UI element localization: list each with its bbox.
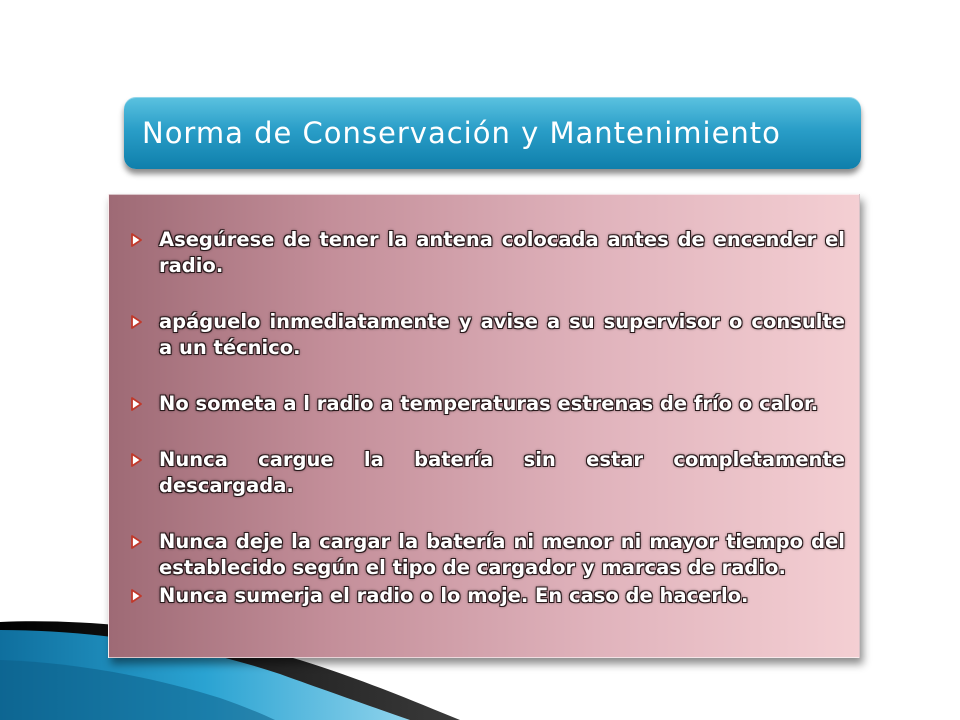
bullet-text: Nunca sumerja el radio o lo moje. En caso de hacerlo. [159,584,749,607]
bullet-text: apáguelo inmediatamente y avise a su supervisor o consulte a un técnico. [159,310,845,359]
arrowhead-bullet-icon [129,589,143,603]
arrowhead-bullet-icon [129,315,143,329]
arrowhead-bullet-icon [129,535,143,549]
bullet-text: No someta a l radio a temperaturas estrenas de frío o calor. [159,392,819,415]
bullet-text: Asegúrese de tener la antena colocada antes de encender el radio. [159,228,845,277]
list-item [129,529,845,581]
bullet-text: Nunca deje la cargar la batería ni menor ni mayor tiempo del establecido según el tipo de cargador y marcas de radio. [159,530,845,579]
list-item [129,227,845,279]
list-item [129,583,845,609]
bullet-text: Nunca cargue la batería sin estar completamente descargada. [159,448,845,497]
slide-title: Norma de Conservación y Mantenimiento [142,116,781,150]
list-item [129,447,845,499]
bullet-list [129,227,845,609]
arrowhead-bullet-icon [129,397,143,411]
arrowhead-bullet-icon [129,453,143,467]
content-box [108,194,860,658]
list-item [129,309,845,361]
list-item [129,391,845,417]
title-bar [124,97,861,169]
arrowhead-bullet-icon [129,233,143,247]
